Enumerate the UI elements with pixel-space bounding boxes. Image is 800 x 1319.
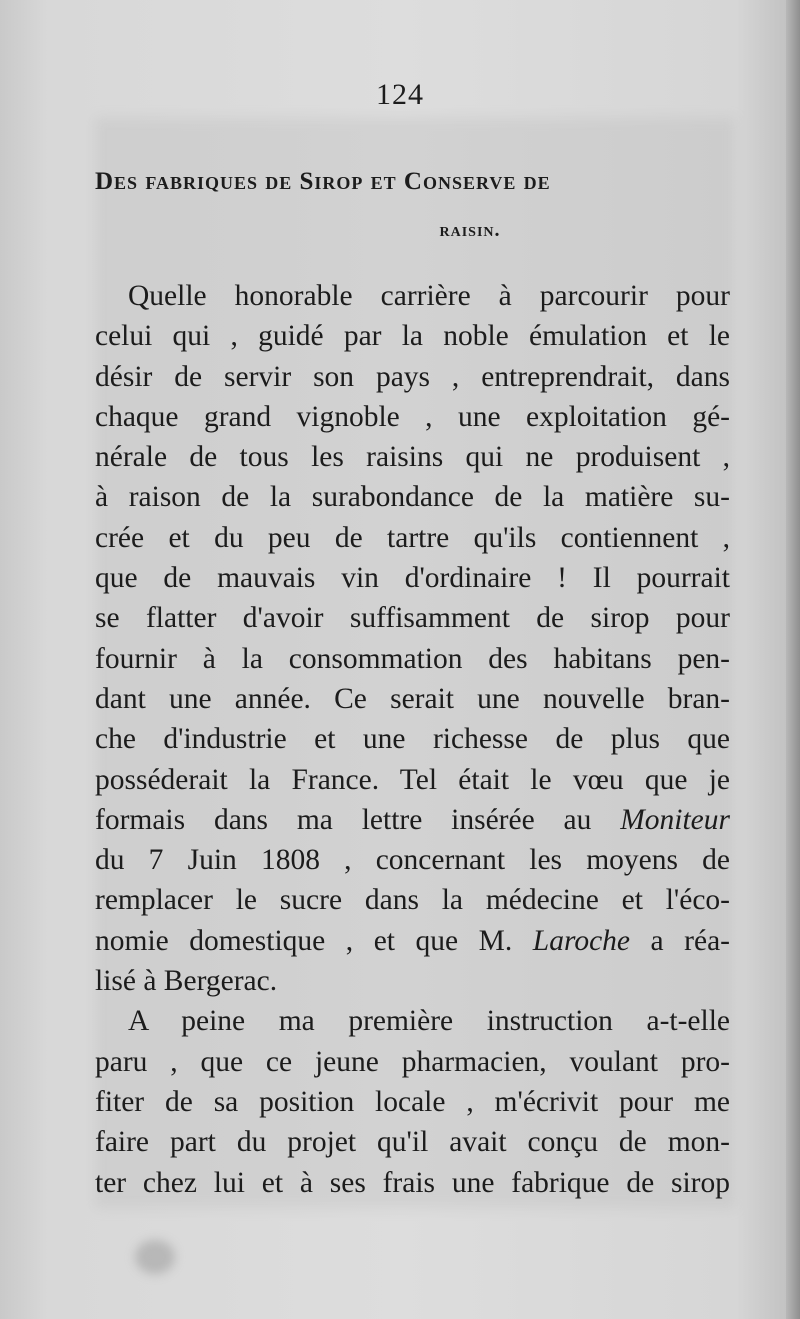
page-number: 124 (376, 78, 424, 111)
text-line: chaque grand vignoble , une exploitation gé- (95, 400, 730, 433)
paragraph-1 (95, 276, 730, 1001)
section-heading (95, 158, 735, 254)
text-line (95, 921, 730, 961)
text-line: celui qui , guidé par la noble émulation et le (95, 320, 730, 353)
text-line: nérale de tous les raisins qui ne produisent , (95, 441, 730, 474)
page-edge-shadow (786, 0, 800, 1319)
text-line (95, 800, 730, 840)
text-line: fournir à la consommation des habitans pen- (95, 642, 730, 675)
text-line: ter chez lui et à ses frais une fabrique de sirop (95, 1166, 730, 1199)
text-line: remplacer le sucre dans la médecine et l'éco- (95, 884, 730, 917)
text-line: à raison de la surabondance de la matière su- (95, 481, 730, 514)
text-segment: nomie domestique , et que M. (95, 924, 533, 957)
text-line: fiter de sa position locale , m'écrivit pour me (95, 1085, 730, 1118)
text-line: du 7 Juin 1808 , concernant les moyens de (95, 844, 730, 877)
italic-name: Laroche (532, 924, 631, 957)
section-heading-line-2: raisin. (439, 219, 501, 241)
text-line: désir de servir son pays , entreprendrait, dans (95, 360, 730, 393)
section-heading-line-1: Des fabriques de Sirop et Conserve de (95, 168, 551, 195)
text-line: paru , que ce jeune pharmacien, voulant pro- (95, 1045, 730, 1078)
text-line: se flatter d'avoir suffisamment de sirop pour (95, 602, 730, 635)
text-line: lisé à Bergerac. (95, 965, 278, 998)
paragraph-2 (95, 1001, 730, 1202)
text-segment: formais dans ma lettre insérée au (95, 803, 621, 836)
text-line: faire part du projet qu'il avait conçu de mon- (95, 1126, 730, 1159)
text-line: que de mauvais vin d'ordinaire ! Il pourrait (95, 562, 730, 595)
text-line: Quelle honorable carrière à parcourir pour (128, 280, 730, 312)
text-line: A peine ma première instruction a-t-elle (128, 1005, 730, 1038)
body-text (95, 276, 730, 1203)
ink-smudge (135, 1240, 175, 1274)
text-line: dant une année. Ce serait une nouvelle bran- (95, 682, 730, 715)
text-segment: a réa- (630, 924, 730, 957)
text-line: posséderait la France. Tel était le vœu que je (95, 763, 730, 796)
text-line: che d'industrie et une richesse de plus que (95, 723, 730, 756)
text-line: crée et du peu de tartre qu'ils contiennent , (95, 521, 730, 554)
italic-title: Moniteur (620, 803, 730, 836)
